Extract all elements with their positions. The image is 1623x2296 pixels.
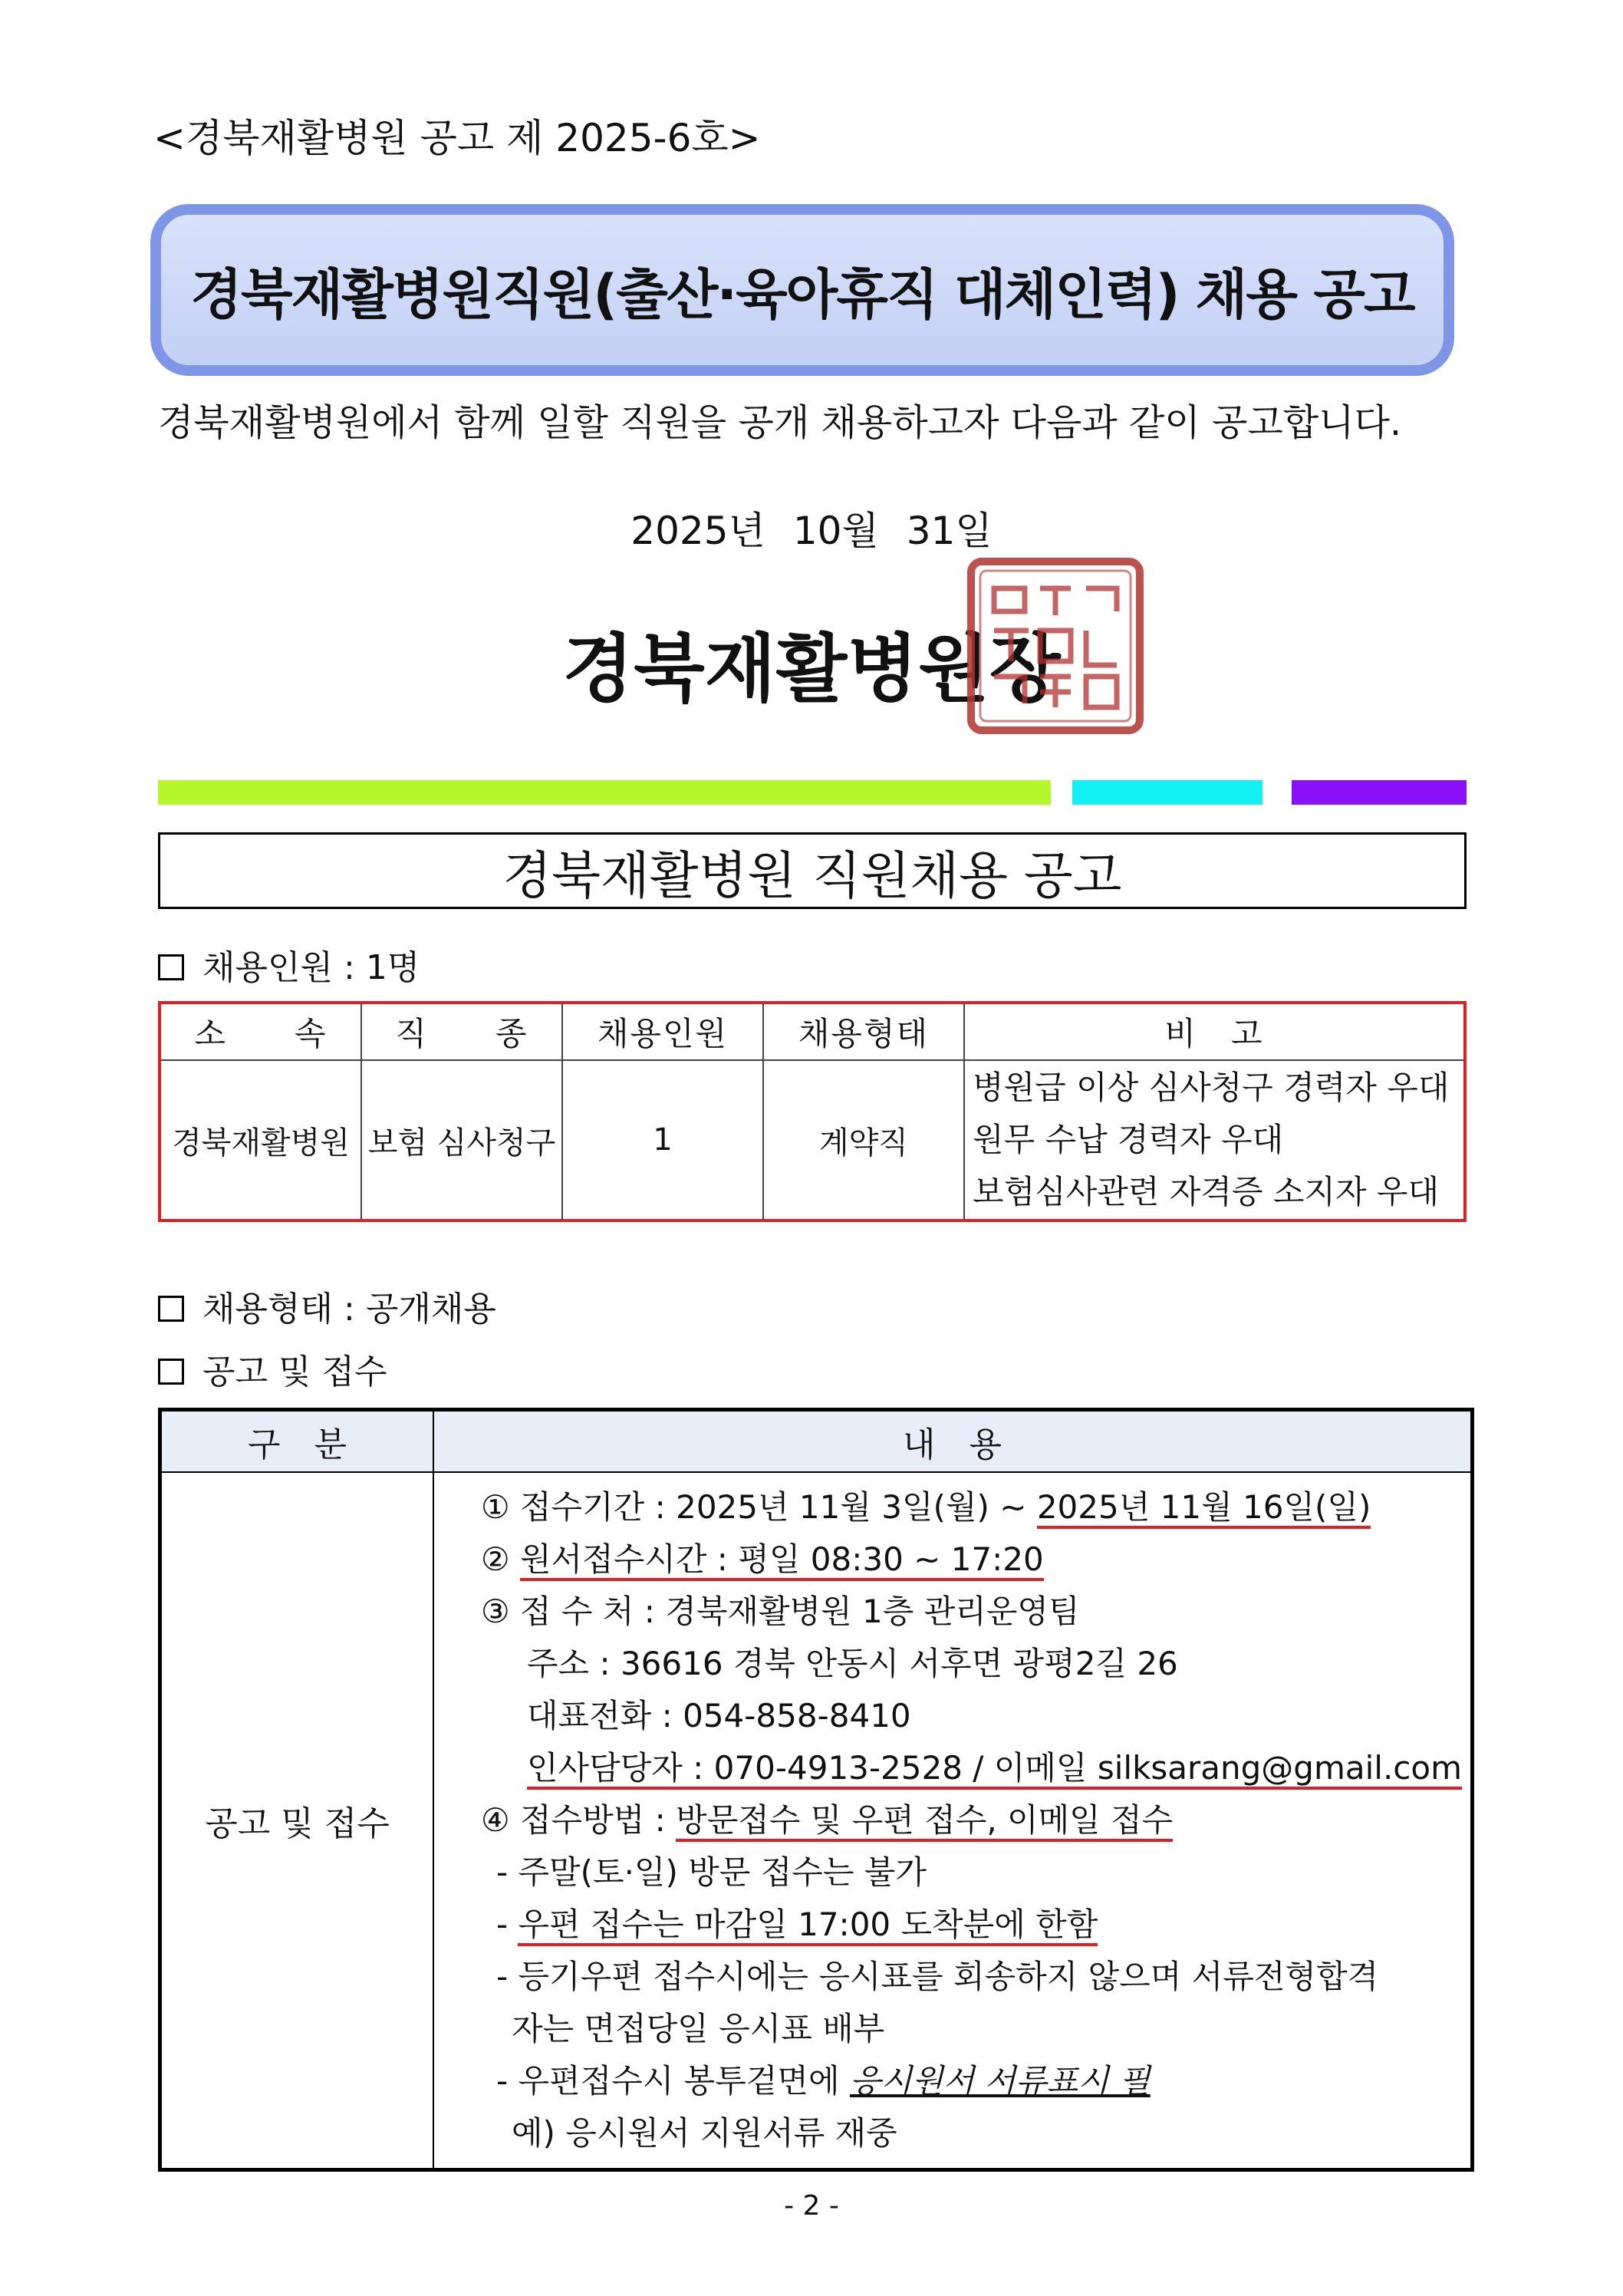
mail-deadline-text: 우편 접수는 마감일 17:00 도착분에 한함 bbox=[518, 1906, 1098, 1946]
issuer-name: 경북재활병원장 bbox=[562, 626, 1061, 712]
place-line: ③ 접 수 처 : 경북재활병원 1층 관리운영팀 bbox=[480, 1593, 1080, 1630]
notice-receipt-item bbox=[158, 1344, 387, 1393]
registered-mail-line-2: 자는 면접당일 응시표 배부 bbox=[511, 2010, 885, 2047]
color-bar-purple bbox=[1292, 780, 1467, 805]
intro-text: 경북재활병원에서 함께 일할 직원을 공개 채용하고자 다음과 같이 공고합니다. bbox=[158, 401, 1402, 444]
note-line: 병원급 이상 심사청구 경력자 우대 bbox=[973, 1069, 1450, 1106]
square-bullet-icon bbox=[158, 954, 184, 980]
method-label: ④ 접수방법 : bbox=[480, 1801, 677, 1839]
note-line: 보험심사관련 자격증 소지자 우대 bbox=[973, 1173, 1440, 1211]
banner-title: 경북재활병원직원(출산·육아휴직 대체인력) 채용 공고 bbox=[190, 262, 1414, 326]
section-title: 경북재활병원 직원채용 공고 bbox=[158, 832, 1467, 909]
note-line: 원무 수납 경력자 우대 bbox=[973, 1121, 1284, 1158]
envelope-mark: 응시원서 서류표시 필 bbox=[849, 2062, 1151, 2100]
period-line bbox=[481, 1481, 1462, 1533]
cell-job: 보험 심사청구 bbox=[361, 1060, 562, 1220]
page-number: - 2 - bbox=[784, 2190, 839, 2222]
employment-type-item bbox=[158, 1281, 496, 1330]
phone-line: 대표전화 : 054-858-8410 bbox=[526, 1697, 911, 1734]
example-line: 예) 응시원서 지원서류 재중 bbox=[511, 2114, 897, 2152]
col-content: 내 용 bbox=[433, 1410, 1473, 1473]
date-month: 10월 bbox=[792, 509, 879, 553]
address-line: 주소 : 36616 경북 안동시 서후면 광평2길 26 bbox=[526, 1645, 1178, 1682]
cell-type: 계약직 bbox=[763, 1060, 964, 1220]
method-text: 방문접수 및 우편 접수, 이메일 접수 bbox=[676, 1801, 1173, 1842]
color-bar-cyan bbox=[1072, 780, 1263, 805]
method-line bbox=[481, 1794, 1462, 1846]
date-year: 2025년 bbox=[630, 509, 765, 553]
col-dept: 소 속 bbox=[160, 1003, 361, 1060]
col-type: 채용형태 bbox=[763, 1003, 964, 1060]
col-notes: 비 고 bbox=[964, 1003, 1465, 1060]
envelope-line bbox=[481, 2055, 1462, 2107]
period-end: 2025년 11월 16일(일) bbox=[1037, 1488, 1371, 1529]
notice-receipt: 공고 및 접수 bbox=[202, 1352, 387, 1392]
position-table bbox=[158, 1001, 1467, 1222]
square-bullet-icon bbox=[158, 1296, 184, 1322]
col-count: 채용인원 bbox=[562, 1003, 763, 1060]
color-bar-green bbox=[158, 780, 1051, 805]
recruit-count: 채용인원 : 1명 bbox=[202, 948, 420, 987]
title-banner bbox=[150, 204, 1454, 376]
square-bullet-icon bbox=[158, 1359, 184, 1385]
hours-line bbox=[481, 1533, 1462, 1586]
mail-deadline-line bbox=[481, 1899, 1462, 1951]
hr-contact-line: 인사담당자 : 070-4913-2528 / 이메일 silksarang@gmail.com bbox=[527, 1749, 1462, 1790]
period-label: ① 접수기간 : 2025년 11월 3일(월) ~ bbox=[480, 1488, 1037, 1526]
table-row bbox=[160, 1060, 1465, 1220]
col-job: 직 종 bbox=[361, 1003, 562, 1060]
col-category: 구 분 bbox=[160, 1410, 433, 1473]
cell-count: 1 bbox=[562, 1060, 763, 1220]
table-row bbox=[160, 1472, 1473, 2170]
official-seal-icon bbox=[963, 554, 1147, 738]
registered-mail-line: - 등기우편 접수시에는 응시표를 회송하지 않으며 서류전형합격 bbox=[495, 1958, 1379, 1995]
cell-notes bbox=[964, 1060, 1465, 1220]
envelope-label: - 우편접수시 봉투겉면에 bbox=[495, 2062, 850, 2100]
hours-num: ② bbox=[480, 1540, 520, 1578]
notice-date bbox=[0, 500, 1623, 555]
cell-dept: 경북재활병원 bbox=[160, 1060, 361, 1220]
cell-content bbox=[433, 1472, 1473, 2170]
receipt-table bbox=[158, 1408, 1474, 2172]
date-day: 31일 bbox=[906, 509, 993, 553]
dash: - bbox=[495, 1906, 519, 1943]
cell-category: 공고 및 접수 bbox=[160, 1472, 433, 2170]
weekend-line: - 주말(토·일) 방문 접수는 불가 bbox=[495, 1853, 927, 1891]
hr-contact-wrap bbox=[481, 1742, 1462, 1794]
recruit-count-item bbox=[158, 940, 420, 989]
notice-number: <경북재활병원 공고 제 2025-6호> bbox=[153, 116, 761, 160]
hours-text: 원서접수시간 : 평일 08:30 ~ 17:20 bbox=[520, 1540, 1044, 1581]
employment-type: 채용형태 : 공개채용 bbox=[202, 1290, 496, 1329]
